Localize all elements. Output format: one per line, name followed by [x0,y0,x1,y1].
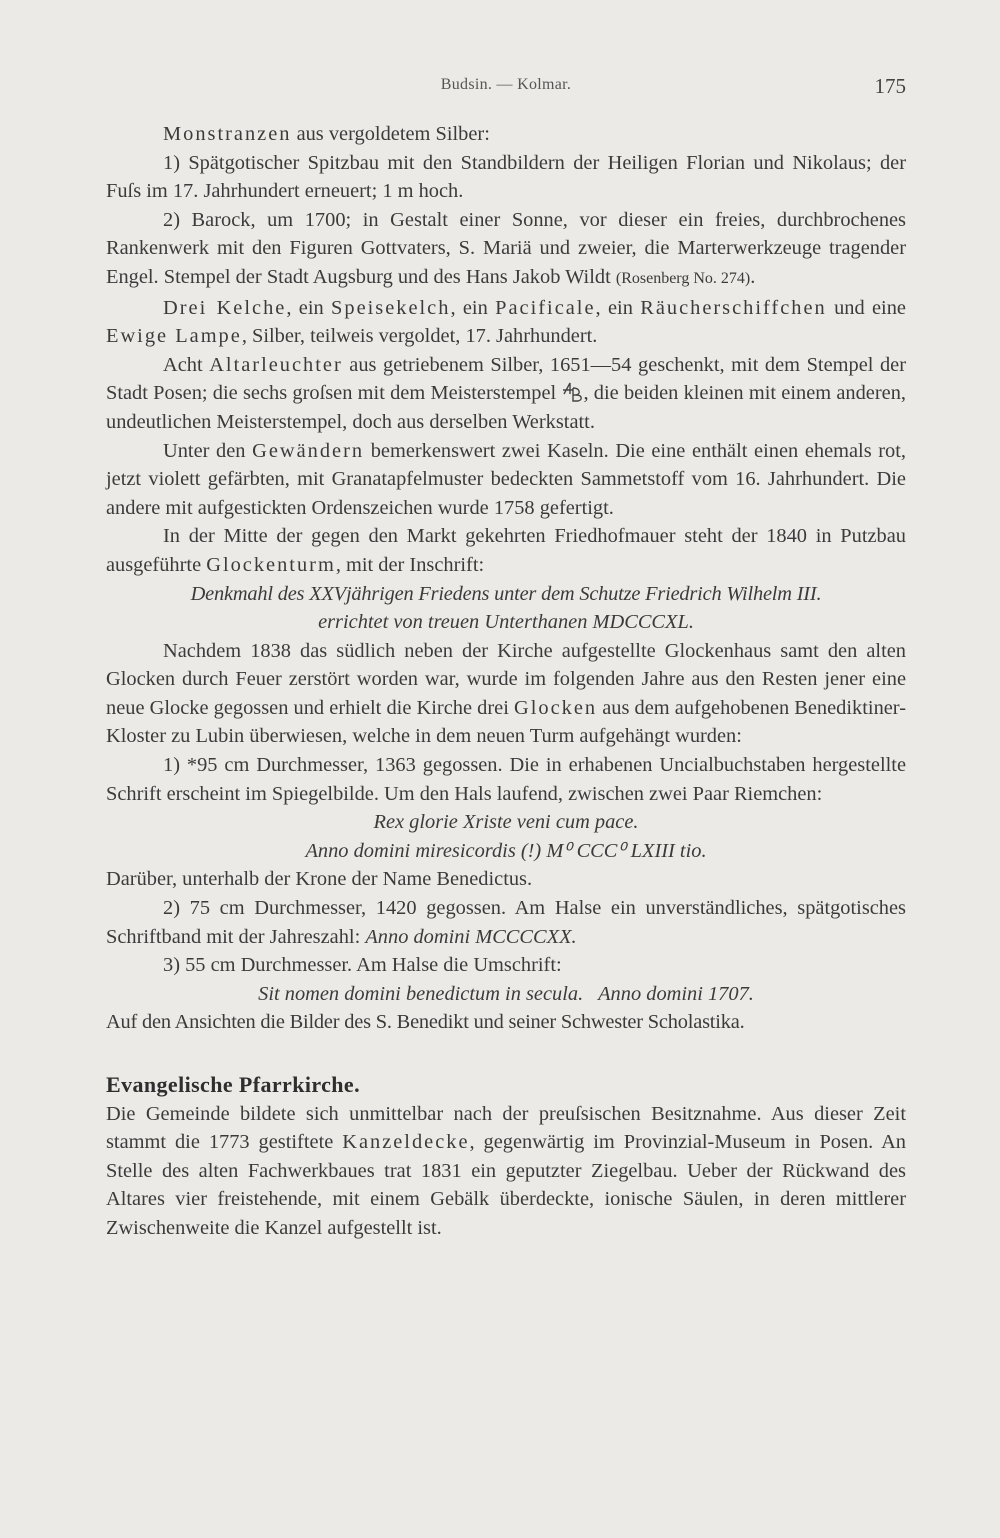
paragraph-text: , ein [286,296,332,319]
term-pacificale: Pacificale [495,296,596,319]
term-kanzeldecke: Kanzeldecke [342,1131,470,1154]
inscription-line: Denkmahl des XXVjährigen Friedens unter dem Schutze Friedrich Wilhelm III. [190,582,822,605]
paragraph-text: . [750,265,756,288]
paragraph-kelche [106,294,906,351]
inscription-line: Anno domini miresicordis (!) M⁰ CCC⁰ LXIII tio. [305,839,707,862]
paragraph-text: , ein [595,296,641,319]
paragraph-text: aus getriebenem Silber, 1651—54 geschenkt, mit dem Stempel der Stadt Posen; die sechs groſsen mit dem Meisterstempel [106,353,906,405]
page-body [106,120,906,1243]
term-gewaender: Gewändern [252,439,365,462]
term-speisekelch: Speisekelch [331,296,451,319]
paragraph-item-1: 1) Spätgotischer Spitzbau mit den Standbildern der Heiligen Florian und Nikolaus; der Fuſs im 17. Jahrhundert erneuert; 1 m hoch. [106,151,906,203]
paragraph-text: aus vergoldetem Silber: [291,123,490,145]
inscription-line: errichtet von treuen Unterthanen MDCCCXL. [318,611,694,634]
term-kelche: Drei Kelche [163,296,287,319]
paragraph-altarleuchter [106,351,906,437]
paragraph-bell-1: 1) *95 cm Durchmesser, 1363 gegossen. Die in erhabenen Uncialbuchstaben hergestellte Schrift erscheint im Spiegelbilde. Um den Hals laufend, zwischen zwei Paar Riemchen: [106,754,906,805]
paragraph-text: bemerkenswert zwei Kaseln. Die eine enthält einen ehemals rot, jetzt violett gefärbten, mit Granatapfelmuster bedeckten Sammetstoff vom 16. Jahrhundert. Die andere mit aufgestickten Ordenszeichen wurde 1758 gefertigt. [106,439,906,519]
reference-note: (Rosenberg No. 274) [615,269,751,287]
section-heading: Evangelische Pfarrkirche. [106,1072,360,1097]
paragraph-text: Unter den [163,439,253,462]
term-monstranzen: Monstranzen [163,123,292,145]
paragraph-text: In der Mitte der gegen den Markt gekehrten Friedhofmauer steht der 1840 in Putzbau ausgeführte [106,525,906,576]
paragraph-benedictus: Darüber, unterhalb der Krone der Name Benedictus. [106,868,533,891]
running-head: Budsin. — Kolmar. [440,76,572,93]
paragraph-text: 2) 75 cm Durchmesser, 1420 gegossen. Am Halse ein unverständliches, spätgotisches Schriftband mit der Jahreszahl: [106,897,906,948]
paragraph-text: Die Gemeinde bildete sich unmittelbar nach der preuſsischen Besitznahme. Aus dieser Zeit stammt die 1773 gestiftete [106,1102,906,1154]
paragraph-gewaender [106,437,906,523]
term-altarleuchter: Altarleuchter [209,353,343,376]
paragraph-scholastika: Auf den Ansichten die Bilder des S. Benedikt und seiner Schwester Scholastika. [106,1011,745,1034]
page-header [106,76,906,100]
inscription-line: Sit nomen domini benedictum in secula. Anno domini 1707. [258,982,754,1005]
term-glocken: Glocken [514,696,598,719]
paragraph-monstranzen [106,120,906,149]
paragraph-bell-2 [106,894,906,951]
paragraph-text: , mit der Inschrift: [335,553,485,576]
paragraph-text: , Silber, teilweis vergoldet, 17. Jahrhundert. [241,325,598,348]
inscription-inline: Anno domini MCCCCXX. [365,925,577,948]
paragraph-item-2 [106,206,906,294]
paragraph-text: , gegenwärtig im Provinzial-Museum in Posen. An Stelle des alten Fachwerkbaues trat 1831 ein geputzter Ziegelbau. Ueber der Rückwand des Altares vier freistehende, mit einem Gebälk überdeckte, ionische Säulen, in deren mittlerer Zwischenweite die Kanzel aufgestellt ist. [106,1131,906,1239]
paragraph-text: , ein [450,296,496,319]
master-mark-icon [561,380,583,402]
inscription-line: Rex glorie Xriste veni cum pace. [373,811,639,834]
page-number: 175 [874,74,906,98]
paragraph-text: und eine [826,296,906,319]
paragraph-text: 2) Barock, um 1700; in Gestalt einer Sonne, vor dieser ein freies, durchbrochenes Rankenwerk mit den Figuren Gottvaters, S. Mariä und zweier, die Marterwerkzeuge tragender Engel. Stempel der Stadt Augsburg und des Hans Jakob Wildt [106,208,906,288]
paragraph-text: , die beiden kleinen mit einem anderen, undeutlichen Meisterstempel, doch aus derselben Werkstatt. [106,382,906,433]
term-ewige-lampe: Ewige Lampe [106,325,242,348]
paragraph-glockenturm [106,522,906,579]
term-raeucherschiffchen: Räucherschiffchen [640,296,827,319]
paragraph-glocken [106,637,906,751]
paragraph-text: aus dem aufgehobenen Benediktiner-Kloster zu Lubin überwiesen, welche in dem neuen Turm aufgehängt wurden: [106,696,906,748]
paragraph-bell-3: 3) 55 cm Durchmesser. Am Halse die Umschrift: [163,954,562,977]
paragraph-text: Acht [163,353,210,376]
paragraph-text: Nachdem 1838 das südlich neben der Kirche aufgestellte Glockenhaus samt den alten Glocken durch Feuer zerstört worden war, wurde im folgenden Jahre aus den Resten jener eine neue Glocke gegossen und erhielt die Kirche drei [106,639,906,719]
paragraph-pfarrkirche [106,1100,906,1243]
term-glockenturm: Glockenturm [206,553,336,576]
